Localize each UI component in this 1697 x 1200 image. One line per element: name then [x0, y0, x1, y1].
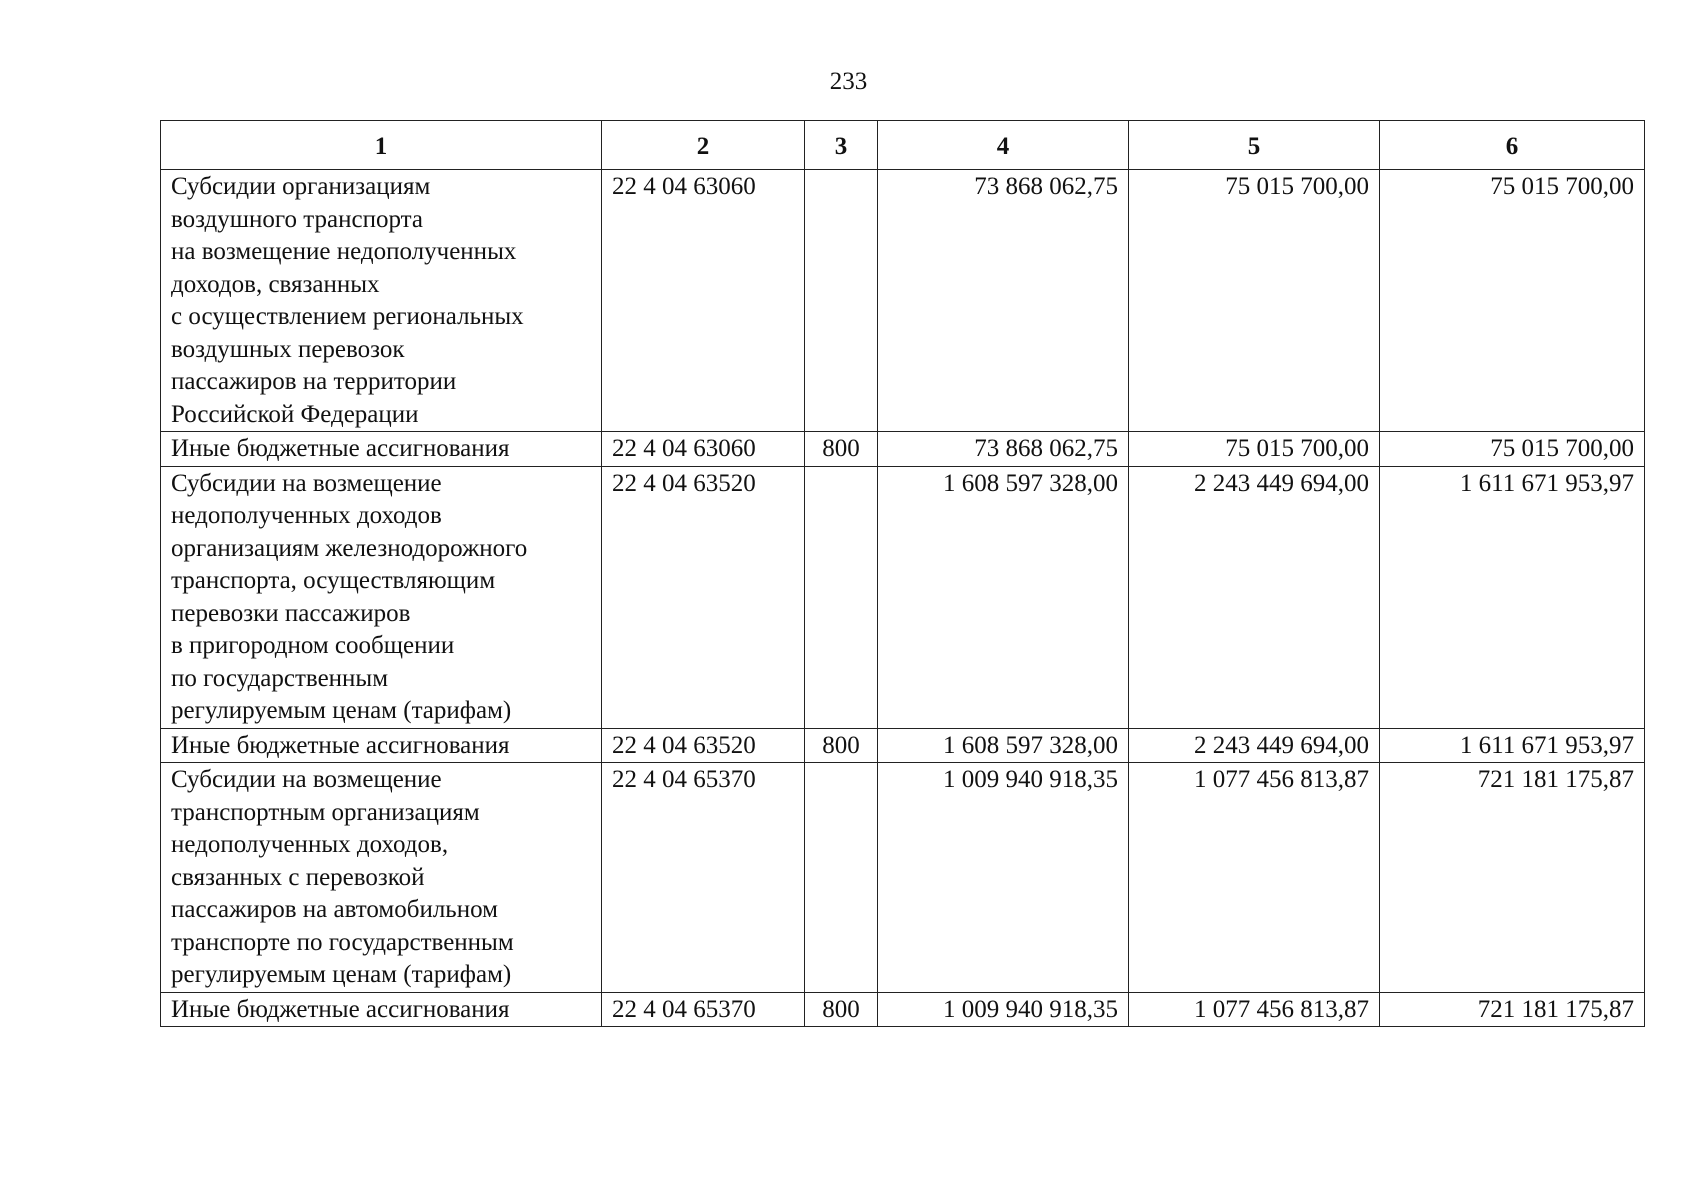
- row-value-col5: 1 077 456 813,87: [1129, 763, 1380, 993]
- row-name: Иные бюджетные ассигнования: [161, 432, 602, 467]
- row-value-col5: 2 243 449 694,00: [1129, 728, 1380, 763]
- row-value-col6: 1 611 671 953,97: [1380, 728, 1645, 763]
- row-expense-type: [805, 466, 878, 728]
- column-header-1: 1: [161, 121, 602, 170]
- row-value-col5: 2 243 449 694,00: [1129, 466, 1380, 728]
- table-row: [161, 466, 1645, 728]
- row-value-col5: 1 077 456 813,87: [1129, 992, 1380, 1027]
- table-row: [161, 992, 1645, 1027]
- row-code: 22 4 04 65370: [602, 763, 805, 993]
- table-row: [161, 432, 1645, 467]
- row-value-col4: 1 608 597 328,00: [878, 466, 1129, 728]
- row-expense-type: 800: [805, 728, 878, 763]
- table-row: [161, 728, 1645, 763]
- row-code: 22 4 04 65370: [602, 992, 805, 1027]
- row-code: 22 4 04 63060: [602, 432, 805, 467]
- row-name: Субсидии организациям воздушного транспорта на возмещение недополученных доходов, связанных с осуществлением региональных воздушных перевозок пассажиров на территории Российской Федерации: [161, 170, 602, 432]
- row-value-col5: 75 015 700,00: [1129, 432, 1380, 467]
- row-name: Субсидии на возмещение транспортным организациям недополученных доходов, связанных с перевозкой пассажиров на автомобильном транспорте по государственным регулируемым ценам (тарифам): [161, 763, 602, 993]
- row-value-col6: 75 015 700,00: [1380, 432, 1645, 467]
- row-code: 22 4 04 63520: [602, 466, 805, 728]
- row-value-col6: 1 611 671 953,97: [1380, 466, 1645, 728]
- row-name: Иные бюджетные ассигнования: [161, 992, 602, 1027]
- column-header-3: 3: [805, 121, 878, 170]
- row-value-col4: 1 009 940 918,35: [878, 763, 1129, 993]
- row-name: Субсидии на возмещение недополученных доходов организациям железнодорожного транспорта, осуществляющим перевозки пассажиров в пригородном сообщении по государственным регулируемым ценам (тарифам): [161, 466, 602, 728]
- row-code: 22 4 04 63060: [602, 170, 805, 432]
- row-expense-type: [805, 763, 878, 993]
- row-name: Иные бюджетные ассигнования: [161, 728, 602, 763]
- row-value-col4: 1 009 940 918,35: [878, 992, 1129, 1027]
- header-row: [161, 121, 1645, 170]
- column-header-2: 2: [602, 121, 805, 170]
- row-value-col6: 721 181 175,87: [1380, 763, 1645, 993]
- budget-table: [160, 120, 1645, 1027]
- table-row: [161, 170, 1645, 432]
- page-number: 233: [829, 68, 868, 95]
- table-row: [161, 763, 1645, 993]
- column-header-4: 4: [878, 121, 1129, 170]
- row-expense-type: 800: [805, 992, 878, 1027]
- row-value-col4: 73 868 062,75: [878, 432, 1129, 467]
- column-header-5: 5: [1129, 121, 1380, 170]
- row-value-col4: 73 868 062,75: [878, 170, 1129, 432]
- row-value-col5: 75 015 700,00: [1129, 170, 1380, 432]
- column-header-6: 6: [1380, 121, 1645, 170]
- row-code: 22 4 04 63520: [602, 728, 805, 763]
- row-value-col6: 721 181 175,87: [1380, 992, 1645, 1027]
- row-value-col4: 1 608 597 328,00: [878, 728, 1129, 763]
- row-expense-type: 800: [805, 432, 878, 467]
- row-expense-type: [805, 170, 878, 432]
- row-value-col6: 75 015 700,00: [1380, 170, 1645, 432]
